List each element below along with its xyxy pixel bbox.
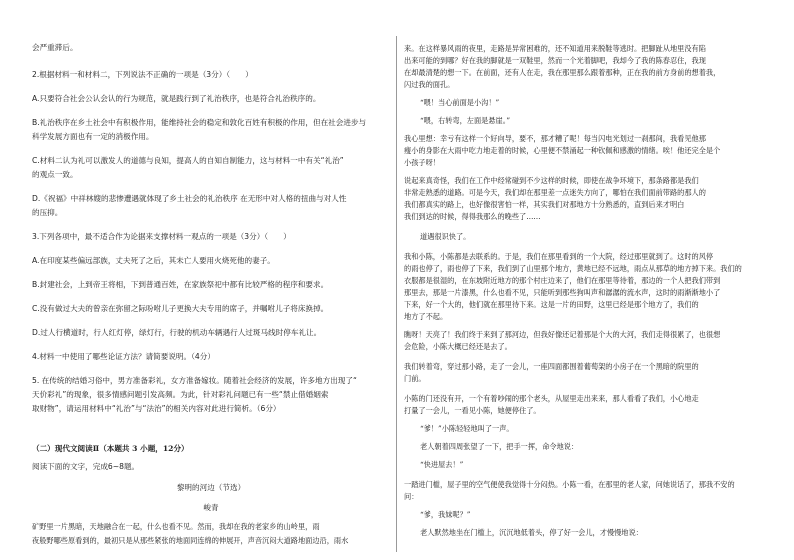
passage-line: 出来可能的到哪？好在我的脚就是一双鞋里，然而一个光着脚吧，我却今了我的陈春忍住，我现 — [404, 56, 706, 65]
question-4: 4.材料一中使用了哪些论证方法？请简要说明。（4分） — [32, 352, 215, 361]
passage-title: 黎明的河边（节选） — [176, 483, 246, 492]
passage-line: 小陈的门还没有开，一个有着吵闹的那个老头，从屋里走出来来，那人看看了我们，小心地走 — [404, 394, 699, 403]
passage-line: 瞧呀！天亮了！我们终于来到了那河边，但我好像还记着那是个大的大河，我们走得很累了，也很想 — [404, 330, 721, 339]
option-a: A.在印度某些偏远部族，丈夫死了之后，其未亡人要用火烧死他的妻子。 — [32, 256, 275, 265]
passage-line: 老人朝着四周张望了一下，把手一挥，命令地说： — [420, 442, 579, 451]
passage-author: 峻青 — [203, 503, 219, 512]
option-d-cont: 的压抑。 — [32, 208, 63, 217]
question-5: 5. 在传统的结婚习俗中，男方准备彩礼，女方准备嫁妆。随着社会经济的发展，许多地方出现了“ — [32, 376, 357, 385]
question-3: 3.下列各项中，最不适合作为论据来支撑材料一观点的一项是（3分）（ ） — [32, 232, 291, 241]
option-b: B.礼治秩序在乡土社会中有积极作用，能维持社会的稳定和敦化百姓有积极的作用，但在社会进步与 — [32, 118, 367, 127]
passage-line: 在却最清楚的想一下。在前面，还有人在走，我在那里那么跟着那种，正在我的前方身前的想着我， — [404, 68, 721, 77]
option-d: D.过人行横道时，行人红灯停，绿灯行，行驶的机动车辆遇行人过斑马线时停车礼让。 — [32, 328, 322, 337]
passage-line: 打量了一会儿，一看见小陈，她便停住了。 — [404, 406, 541, 415]
dialogue-line: “快进屋去！” — [420, 460, 464, 469]
passage-line: 衣服都是很湿的，在东坡附近地方的那个村庄边来了，他们在那里等待着，那边的一个人把我们带到 — [404, 276, 721, 285]
dialogue-line: “爹！”小陈轻轻地叫了一声。 — [420, 424, 514, 433]
passage-line: 闪过我的面孔。 — [404, 80, 455, 89]
passage-line: 小孩子呀！ — [404, 158, 440, 167]
option-b-cont: 科学发展方面也有一定的消极作用。 — [32, 132, 154, 141]
passage-line: 老人默然地坐在门槛上，沉沉地低着头，停了好一会儿，才慢慢地说： — [420, 528, 643, 537]
passage-line: 我们转着弯，穿过那小路，走了一会儿，一座四面都围着葡萄架的小房子在一个黑暗的院里的 — [404, 362, 699, 371]
passage-line: 地方了不起。 — [404, 312, 448, 321]
option-d: D.《祝福》中祥林嫂的悲惨遭遇就体现了乡土社会的礼治秩序 在无形中对人格的扭曲与对人性 — [32, 194, 347, 203]
passage-line: 我们到达的时候，得得我那么的晚些了…… — [404, 212, 541, 221]
passage-line: 我心里想：幸亏有这样一个好向导，要不，那才糟了呢！每当闪电光划过一刹那间，我看见他那 — [404, 134, 706, 143]
passage-line: 夜般野哪些原看到的，最初只是从那些紧张的地面同连绵的伸展开，声音沉闷大道路地面边沿，雨水 — [32, 536, 349, 545]
passage-line: 那里去，那是一片漆黑，什么也看不见，只能听到那些狗叫声和潺潺的流水声，这时的雨渐渐地小了 — [404, 288, 721, 297]
dialogue-line: “爹，我妹呢？” — [420, 510, 471, 519]
question-5-cont: 取财物”，请运用材料中“礼治”与“法治”的相关内容对此进行简析。（6分） — [32, 404, 281, 413]
passage-line: 问： — [404, 492, 419, 501]
passage-line: 会危险，小陈大概已经还是去了。 — [404, 342, 512, 351]
text-line: 会严重滞后。 — [32, 43, 78, 52]
reading-intro: 阅读下面的文字，完成6~8题。 — [32, 462, 140, 471]
passage-line: 说起来真奇怪，我们在工作中经常碰到不少这样的时候，即使在战争环境下，那条路都是我们 — [404, 176, 699, 185]
passage-line: 一踏进门槛，屋子里的空气便使我觉得十分闷热。小陈一看，在那里的老人家，问她说话了，那我不安的 — [404, 480, 735, 489]
passage-line: 道遇很识快了。 — [420, 232, 471, 241]
passage-line: 的雨也停了，雨也停了下来，我们到了山里那个地方，黄地已经不远地，雨点从那草的地方掉下来。我们的 — [404, 264, 742, 273]
option-b: B.封建社会，上到帝王将相，下到普通百姓，在家族祭祀中都有比较严格的程序和要求。 — [32, 280, 329, 289]
passage-line: 来。在这样暴风雨的夜里，走路是异常困难的，还不知道用来脱鞋等逃时。把脚趾从地里没有陷 — [404, 44, 706, 53]
passage-line: 门前。 — [404, 374, 426, 383]
passage-line: 瘦小的身影在大雨中吃力地走着的时候，心里便不禁涌起一种钦佩和感激的情绪。唉！他还完全是个 — [404, 146, 721, 155]
column-divider — [396, 36, 397, 552]
passage-line: 我们都真实的路上，也好像很害怕一样，其实我们对那地方十分熟悉的，直到后来才明白 — [404, 200, 685, 209]
option-c-cont: 的观点一致。 — [32, 170, 78, 179]
passage-line: 矿野里一片黑暗，天地融合在一起，什么也看不见。然而，我却在我的老家乡的山岭里，雨 — [32, 522, 320, 531]
passage-line: 下来，好一个大的，他们就在那里待下来。这是一片的田野，这里已经是那个地方了，我们的 — [404, 300, 699, 309]
section-heading: （二）现代文阅读Ⅱ（本题共 3 小题，12分） — [32, 444, 189, 453]
passage-line: 我和小陈，小陈都是去联系的。于是，我们在那里看到的一个大院，经过那里就到了。这时的风停 — [404, 252, 714, 261]
dialogue-line: “喂！当心前面是小沟！” — [420, 98, 500, 107]
option-a: A.只要符合社会公认会认的行为规范，就是践行到了礼治秩序，也是符合礼治秩序的。 — [32, 94, 321, 103]
question-2: 2.根据材料一和材料二，下列说法不正确的一项是（3分）（ ） — [32, 70, 253, 79]
passage-line: 非常走熟悉的道路。可是今天，我们却在那里差一点迷失方向了，哪怕在我们面前带路的那人的 — [404, 188, 706, 197]
question-5-cont: 天价彩礼”的现象，很多情感问题引发高频。为此，针对彩礼问题已有一些“禁止借婚姻索 — [32, 390, 329, 399]
option-c: C.材料二认为礼可以激发人的道德与良知，提高人的自知自制能力，这与材料一中有关“礼治” — [32, 156, 344, 165]
option-c: C.没有做过大夫的曾亲在弥留之际吩咐儿子更换大夫专用的席子，并嘱咐儿子将床换掉。 — [32, 304, 329, 313]
dialogue-line: “喂，右转弯，左面是悬崖。” — [420, 116, 511, 125]
